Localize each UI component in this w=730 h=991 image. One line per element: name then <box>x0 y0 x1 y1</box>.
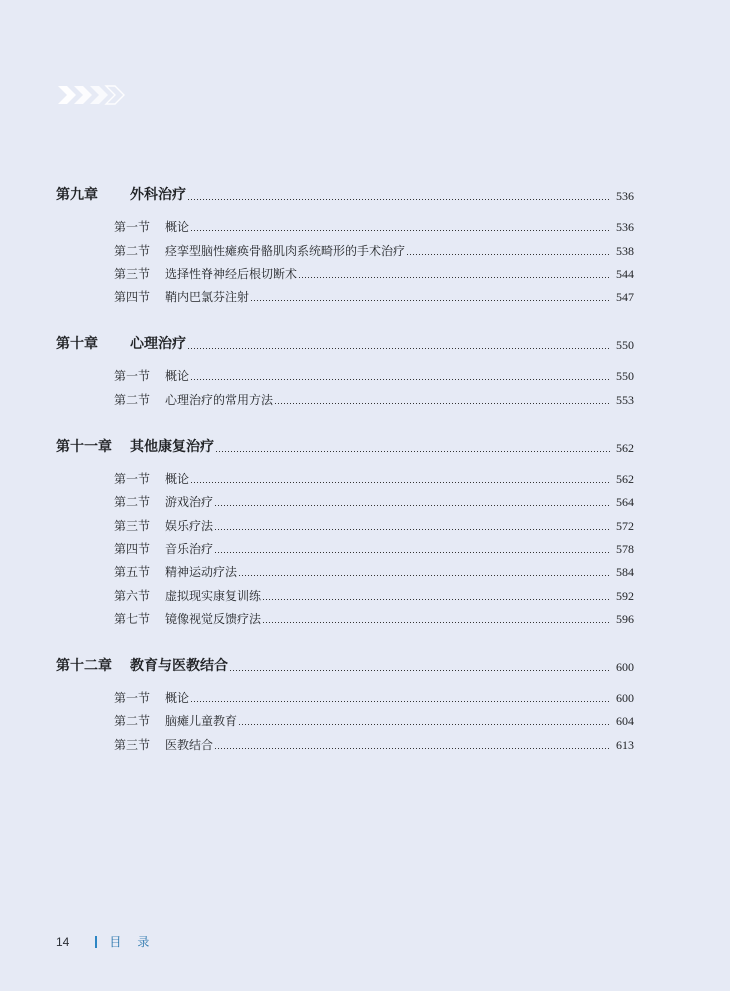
section-number: 第二节 <box>114 243 151 258</box>
chapter-page: 536 <box>616 189 634 203</box>
section-number: 第三节 <box>114 266 151 281</box>
section-page: 564 <box>616 495 634 510</box>
section-page: 596 <box>616 611 634 626</box>
section-title: 选择性脊神经后根切断术 <box>165 266 298 281</box>
section-page: 550 <box>616 369 634 384</box>
dot-leader <box>215 529 610 530</box>
dot-leader <box>299 277 610 278</box>
section-page: 592 <box>616 588 634 603</box>
toc-chapter-row[interactable] <box>56 649 634 675</box>
section-title: 音乐治疗 <box>165 541 214 556</box>
footer-label: 目录 <box>109 935 166 949</box>
section-number: 第五节 <box>114 565 151 580</box>
dot-leader <box>239 575 610 576</box>
toc-section-row[interactable] <box>56 683 634 706</box>
section-page: 600 <box>616 691 634 706</box>
toc-section-row[interactable] <box>56 212 634 235</box>
chapter-number: 第十一章 <box>56 438 112 455</box>
toc-chapter-row[interactable] <box>56 430 634 456</box>
dot-leader <box>191 482 610 483</box>
section-number: 第一节 <box>114 369 151 384</box>
section-title: 虚拟现实康复训练 <box>165 588 262 603</box>
section-title: 概论 <box>165 369 190 384</box>
toc-section-row[interactable] <box>56 604 634 627</box>
toc-section-row[interactable] <box>56 282 634 305</box>
dot-leader <box>263 599 610 600</box>
dot-leader <box>215 748 610 749</box>
table-of-contents <box>56 178 634 753</box>
section-number: 第七节 <box>114 611 151 626</box>
section-page: 538 <box>616 243 634 258</box>
section-page: 584 <box>616 565 634 580</box>
dot-leader <box>215 505 610 506</box>
toc-section-row[interactable] <box>56 510 634 533</box>
section-title: 精神运动疗法 <box>165 565 238 580</box>
chapter-number: 第九章 <box>56 187 98 203</box>
page-number: 14 <box>56 934 70 949</box>
section-title: 娱乐疗法 <box>165 518 214 533</box>
toc-chapter-row[interactable] <box>56 327 634 353</box>
section-number: 第一节 <box>114 691 151 706</box>
chevron-decoration <box>56 84 120 106</box>
chevron-right-icon <box>104 84 126 106</box>
toc-section-row[interactable] <box>56 361 634 384</box>
toc-section-row[interactable] <box>56 259 634 282</box>
dot-leader <box>216 451 610 452</box>
section-number: 第三节 <box>114 737 151 752</box>
toc-section-row[interactable] <box>56 580 634 603</box>
section-page: 536 <box>616 220 634 235</box>
toc-section-row[interactable] <box>56 235 634 258</box>
section-title: 脑瘫儿童教育 <box>165 714 238 729</box>
dot-leader <box>407 254 610 255</box>
section-title: 心理治疗的常用方法 <box>165 392 274 407</box>
section-page: 547 <box>616 290 634 305</box>
chapter-title: 教育与医教结合 <box>130 657 228 674</box>
page-footer <box>56 933 165 950</box>
section-page: 562 <box>616 472 634 487</box>
dot-leader <box>191 701 610 702</box>
section-page: 613 <box>616 737 634 752</box>
section-title: 痉挛型脑性瘫痪骨骼肌肉系统畸形的手术治疗 <box>165 243 406 258</box>
toc-section-row[interactable] <box>56 384 634 407</box>
chapter-number: 第十二章 <box>56 657 112 674</box>
dot-leader <box>191 379 610 380</box>
chapter-title: 其他康复治疗 <box>130 438 214 455</box>
dot-leader <box>239 724 610 725</box>
toc-section-row[interactable] <box>56 557 634 580</box>
chapter-title: 外科治疗 <box>130 187 186 203</box>
toc-section-row[interactable] <box>56 729 634 752</box>
section-number: 第六节 <box>114 588 151 603</box>
chapter-page: 550 <box>616 338 634 353</box>
section-title: 游戏治疗 <box>165 495 214 510</box>
section-number: 第一节 <box>114 220 151 235</box>
section-title: 概论 <box>165 220 190 235</box>
toc-section-row[interactable] <box>56 487 634 510</box>
section-page: 553 <box>616 392 634 407</box>
section-number: 第四节 <box>114 541 151 556</box>
toc-section-row[interactable] <box>56 464 634 487</box>
section-number: 第一节 <box>114 472 151 487</box>
section-title: 鞘内巴氯芬注射 <box>165 290 250 305</box>
dot-leader <box>188 348 610 349</box>
section-page: 604 <box>616 714 634 729</box>
section-number: 第三节 <box>114 518 151 533</box>
section-number: 第二节 <box>114 495 151 510</box>
dot-leader <box>251 300 610 301</box>
section-title: 概论 <box>165 691 190 706</box>
section-number: 第二节 <box>114 392 151 407</box>
section-title: 医教结合 <box>165 737 214 752</box>
chapter-number: 第十章 <box>56 336 98 353</box>
section-page: 572 <box>616 518 634 533</box>
dot-leader <box>191 230 610 231</box>
dot-leader <box>275 403 610 404</box>
dot-leader <box>215 552 610 553</box>
toc-chapter-row[interactable] <box>56 178 634 204</box>
section-page: 544 <box>616 266 634 281</box>
section-number: 第四节 <box>114 290 151 305</box>
footer-divider <box>95 936 97 948</box>
dot-leader <box>230 670 610 671</box>
toc-section-row[interactable] <box>56 534 634 557</box>
toc-section-row[interactable] <box>56 706 634 729</box>
chapter-title: 心理治疗 <box>130 336 186 353</box>
section-title: 镜像视觉反馈疗法 <box>165 611 262 626</box>
section-page: 578 <box>616 541 634 556</box>
dot-leader <box>188 199 610 200</box>
dot-leader <box>263 622 610 623</box>
section-title: 概论 <box>165 472 190 487</box>
chapter-page: 562 <box>616 440 634 455</box>
section-number: 第二节 <box>114 714 151 729</box>
chapter-page: 600 <box>616 659 634 674</box>
